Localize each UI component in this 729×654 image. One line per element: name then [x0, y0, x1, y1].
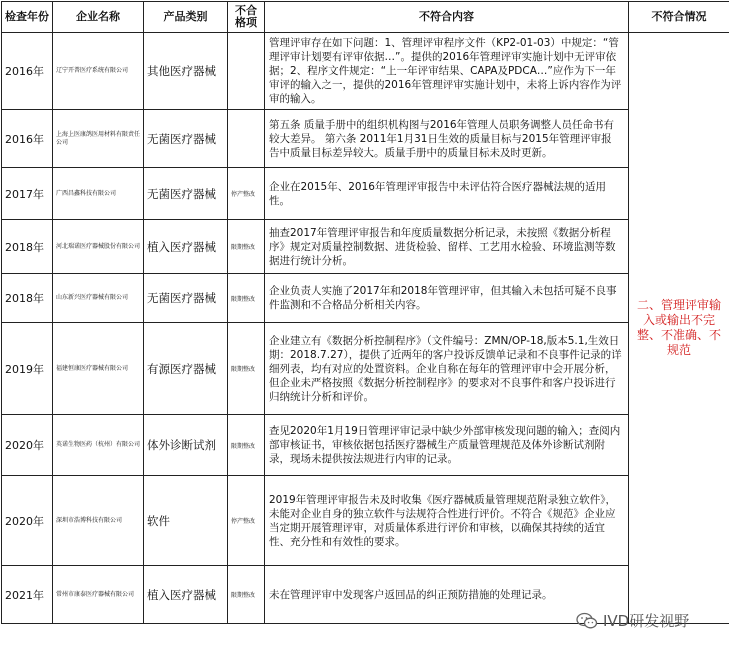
level-cell: 限期整改 [228, 415, 265, 476]
year-cell: 2016年 [2, 33, 53, 110]
level-cell: 限期整改 [228, 220, 265, 274]
year-cell: 2016年 [2, 110, 53, 168]
level-cell [228, 33, 265, 110]
table-row [2, 33, 729, 110]
year-cell: 2021年 [2, 566, 53, 624]
product-type-cell: 无菌医疗器械 [144, 274, 228, 323]
nonconformity-table [1, 1, 729, 624]
year-cell: 2017年 [2, 168, 53, 220]
level-cell: 停产整改 [228, 476, 265, 566]
header-company: 企业名称 [53, 2, 144, 33]
watermark [576, 610, 689, 631]
content-cell: 企业建立有《数据分析控制程序》（文件编号：ZMN/OP-18,版本5.1,生效日期：2018.7.27），提供了近两年的客户投诉反馈单记录和不良事件记录的详细列表，均有对应的处置资料。企业自称在每年的管理评审中会开展分析，但企业未严格按照《数据分析控制程序》的要求对不良事件和客户投诉进行归纳统计分析和评价。 [265, 323, 629, 415]
product-type-cell: 植入医疗器械 [144, 220, 228, 274]
year-cell: 2018年 [2, 220, 53, 274]
company-cell: 深圳市浩博科技有限公司 [53, 476, 144, 566]
table-row [2, 476, 729, 566]
level-cell: 限期整改 [228, 566, 265, 624]
table-row [2, 220, 729, 274]
content-cell: 管理评审存在如下问题：1、管理评审程序文件（KP2-01-03）中规定：“管理评审计划要有评审依据…”。提供的2016年管理评审实施计划中无评审依据；2、程序文件规定：“上一年评审结果、CAPA及PDCA…”应作为下一年审评的输入之一，提供的2016年管理评审实施计划中，未将上诉内容作为评审的输入。 [265, 33, 629, 110]
content-cell: 第五条 质量手册中的组织机构图与2016年管理人员职务调整人员任命书有较大差异。 第六条 2011年1月31日生效的质量目标与2015年管理评审报告中质量目标差异较大。质量手册中的质量目标未及时更新。 [265, 110, 629, 168]
level-cell [228, 110, 265, 168]
year-cell: 2020年 [2, 415, 53, 476]
table-row [2, 168, 729, 220]
company-cell: 辽宁开普医疗系统有限公司 [53, 33, 144, 110]
year-cell: 2020年 [2, 476, 53, 566]
level-cell: 停产整改 [228, 168, 265, 220]
company-cell: 广西昌鑫科技有限公司 [53, 168, 144, 220]
content-cell: 查见2020年1月19日管理评审记录中缺少外部审核发现问题的输入；查阅内部审核证书，审核依据包括医疗器械生产质量管理规范及体外诊断试剂附录，现场未提供按法规进行内审的记录。 [265, 415, 629, 476]
level-cell: 限期整改 [228, 274, 265, 323]
header-content: 不符合内容 [265, 2, 629, 33]
header-status: 不符合情况 [629, 2, 729, 33]
content-cell: 未在管理评审中发现客户返回品的纠正预防措施的处理记录。 [265, 566, 629, 624]
product-type-cell: 有源医疗器械 [144, 323, 228, 415]
header-year: 检查年份 [2, 2, 53, 33]
content-cell: 企业负责人实施了2017年和2018年管理评审，但其输入未包括可疑不良事件监测和不合格品分析相关内容。 [265, 274, 629, 323]
product-type-cell: 体外诊断试剂 [144, 415, 228, 476]
table-row [2, 110, 729, 168]
year-cell: 2018年 [2, 274, 53, 323]
content-cell: 抽查2017年管理评审报告和年度质量数据分析记录，未按照《数据分析程序》规定对质量控制数据、进货检验、留样、工艺用水检验、环境监测等数据进行统计分析。 [265, 220, 629, 274]
product-type-cell: 植入医疗器械 [144, 566, 228, 624]
table-row [2, 323, 729, 415]
content-cell: 企业在2015年、2016年管理评审报告中未评估符合医疗器械法规的适用性。 [265, 168, 629, 220]
header-product-type: 产品类别 [144, 2, 228, 33]
table-row [2, 274, 729, 323]
year-cell: 2019年 [2, 323, 53, 415]
company-cell: 上海上医康鸽医用材料有限责任公司 [53, 110, 144, 168]
header-level: 不合格项 [228, 2, 265, 33]
table-header-row [2, 2, 729, 33]
level-cell: 限期整改 [228, 323, 265, 415]
product-type-cell: 其他医疗器械 [144, 33, 228, 110]
table-row [2, 415, 729, 476]
product-type-cell: 无菌医疗器械 [144, 110, 228, 168]
watermark-text: IVD研发视野 [603, 612, 690, 630]
product-type-cell: 无菌医疗器械 [144, 168, 228, 220]
company-cell: 常州市康泰医疗器械有限公司 [53, 566, 144, 624]
content-cell: 2019年管理评审报告未及时收集《医疗器械质量管理规范附录独立软件》，未能对企业自身的独立软件与法规符合性进行评价。不符合《规范》企业应当定期开展管理评审，对质量体系进行评价和审核，以确保其持续的适宜性、充分性和有效性的要求。 [265, 476, 629, 566]
company-cell: 福建恒康医疗器械有限公司 [53, 323, 144, 415]
product-type-cell: 软件 [144, 476, 228, 566]
company-cell: 山东新兴医疗器械有限公司 [53, 274, 144, 323]
company-cell: 英诺生物医药（杭州）有限公司 [53, 415, 144, 476]
status-cell: 二、管理评审输入或输出不完整、不准确、不规范 [629, 33, 729, 624]
wechat-icon [576, 612, 598, 630]
company-cell: 河北瑞诺医疗器械股份有限公司 [53, 220, 144, 274]
